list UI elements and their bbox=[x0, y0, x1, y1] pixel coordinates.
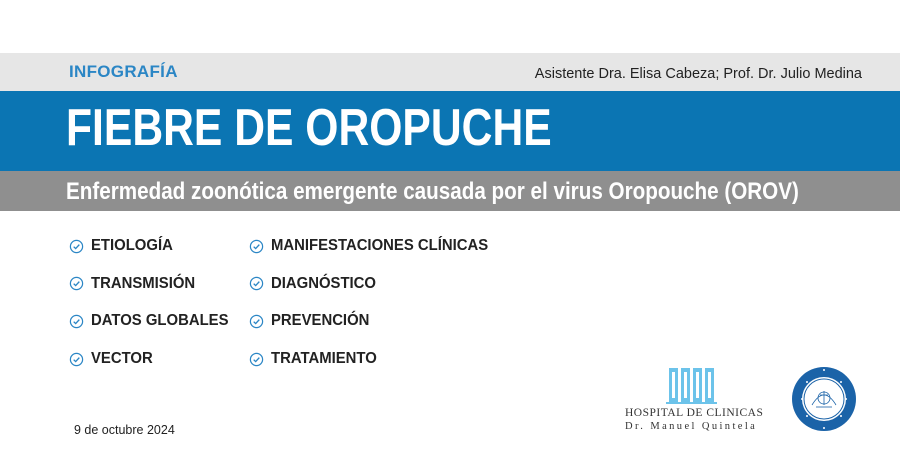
academic-unit-seal bbox=[790, 365, 858, 433]
topic-item bbox=[249, 274, 504, 294]
check-circle-icon bbox=[249, 314, 264, 329]
topic-item bbox=[249, 311, 504, 331]
topic-label: TRANSMISIÓN bbox=[91, 274, 196, 292]
check-circle-icon bbox=[249, 276, 264, 291]
topic-label: PREVENCIÓN bbox=[271, 312, 370, 330]
topic-item bbox=[249, 236, 504, 256]
check-circle-icon bbox=[69, 352, 84, 367]
topic-item bbox=[249, 349, 504, 369]
check-circle-icon bbox=[69, 314, 84, 329]
topic-item bbox=[69, 311, 239, 331]
topic-item bbox=[69, 236, 239, 256]
check-circle-icon bbox=[249, 239, 264, 254]
publication-date: 9 de octubre 2024 bbox=[74, 423, 175, 437]
topic-label: ETIOLOGÍA bbox=[91, 237, 173, 254]
topic-item bbox=[69, 274, 239, 294]
hospital-name: HOSPITAL DE CLINICAS bbox=[625, 407, 764, 419]
page-subtitle: Enfermedad zoonótica emergente causada por el virus Oropouche (OROV) bbox=[66, 178, 799, 205]
topic-label: MANIFESTACIONES CLÍNICAS bbox=[271, 237, 489, 254]
check-circle-icon bbox=[69, 276, 84, 291]
check-circle-icon bbox=[69, 239, 84, 254]
topic-label: TRATAMIENTO bbox=[271, 350, 377, 368]
authors: Asistente Dra. Elisa Cabeza; Prof. Dr. Julio Medina bbox=[534, 66, 862, 82]
topic-label: VECTOR bbox=[91, 350, 153, 368]
category-tag: INFOGRAFÍA bbox=[69, 62, 178, 81]
hospital-subtitle: Dr. Manuel Quintela bbox=[625, 421, 758, 432]
page-title: FIEBRE DE OROPUCHE bbox=[66, 99, 552, 157]
check-circle-icon bbox=[249, 352, 264, 367]
topic-label: DATOS GLOBALES bbox=[91, 312, 229, 330]
topic-label: DIAGNÓSTICO bbox=[271, 274, 376, 292]
topic-list-left bbox=[69, 236, 239, 387]
topic-list-right bbox=[249, 236, 504, 387]
topic-item bbox=[69, 349, 239, 369]
